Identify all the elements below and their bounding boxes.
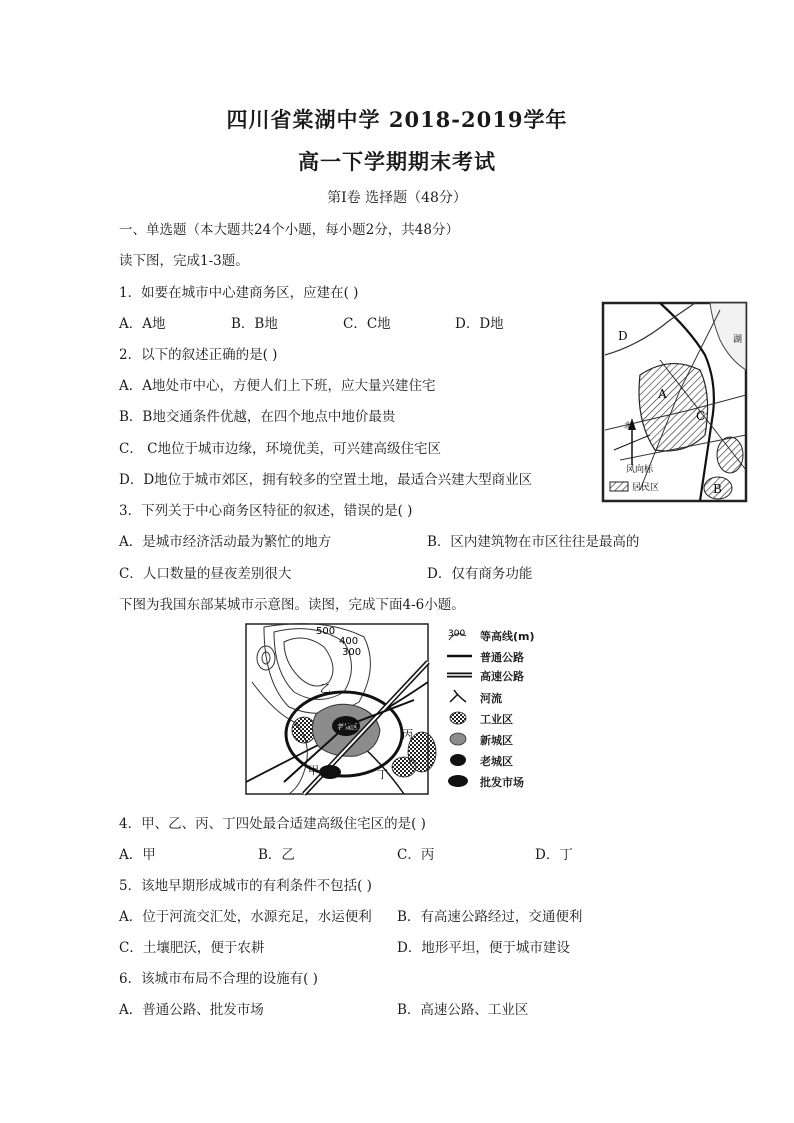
page-title: 四川省棠湖中学 2018-2019学年	[226, 107, 568, 132]
legend-label: 新城区	[480, 734, 513, 747]
option: B．B地交通条件优越，在四个地点中地价最贵	[119, 409, 396, 425]
option: C．C地	[343, 316, 391, 332]
north-label: 北	[624, 421, 632, 430]
question-stem: 6．该城市布局不合理的设施有( )	[119, 971, 318, 987]
option: B．区内建筑物在市区往往是最高的	[427, 534, 640, 550]
option: A．普通公路、批发市场	[119, 1002, 264, 1018]
option: A．是城市经济活动最为繁忙的地方	[119, 534, 332, 550]
legend-label: 普通公路	[480, 651, 524, 664]
place-bing: 丙	[402, 728, 413, 741]
place-jia: 甲	[308, 764, 319, 777]
legend-label: 高速公路	[480, 670, 524, 683]
option: D．D地位于城市郊区，拥有较多的空置土地，最适合兴建大型商业区	[119, 472, 533, 488]
legend-label: 河流	[480, 692, 502, 705]
label-lake: 湖	[733, 335, 743, 345]
label-a: A	[658, 387, 667, 401]
wholesale-market	[319, 765, 341, 779]
intro-text: 下图为我国东部某城市示意图。读图，完成下面4-6小题。	[119, 597, 465, 613]
option: C．人口数量的昼夜差别很大	[119, 566, 292, 582]
option: C．土壤肥沃，便于农耕	[119, 940, 265, 956]
option: A．A地	[119, 316, 166, 332]
section-heading: 第Ⅰ卷 选择题（48分）	[327, 190, 467, 206]
place-ding: 丁	[377, 768, 388, 781]
contour-label: 400	[339, 636, 359, 647]
option: A．A地处市中心，方便人们上下班，应大量兴建住宅	[119, 378, 436, 394]
contour-icon	[448, 629, 466, 640]
contour-label: 300	[342, 647, 362, 658]
option: D．D地	[455, 316, 504, 332]
contour-label: 500	[316, 626, 336, 637]
new-city-icon	[450, 733, 466, 745]
legend-label: 批发市场	[480, 776, 524, 789]
legend-label: 老城区	[480, 755, 513, 768]
question-stem: 1．如要在城市中心建商务区，应建在( )	[119, 285, 359, 301]
residential-area	[717, 437, 743, 473]
legend-label: 工业区	[480, 713, 513, 726]
contour-legend-value: 300	[448, 629, 466, 639]
question-stem: 3．下列关于中心商务区特征的叙述，错误的是( )	[119, 503, 413, 519]
option: C．丙	[397, 847, 435, 863]
part-heading: 一、单选题（本大题共24个小题，每小题2分，共48分）	[119, 222, 459, 238]
industrial-zone-icon	[450, 712, 466, 724]
option: D．地形平坦，便于城市建设	[397, 940, 570, 956]
old-city-label: 老城区	[337, 723, 358, 731]
option: D．丁	[535, 847, 573, 863]
wholesale-market-icon	[448, 775, 468, 787]
map-legend	[447, 629, 472, 787]
option: D．仅有商务功能	[427, 566, 533, 582]
intro-text: 读下图，完成1-3题。	[119, 253, 249, 269]
option: B．高速公路、工业区	[397, 1002, 529, 1018]
city-zoning-map	[600, 300, 750, 505]
residential-legend-icon	[610, 482, 628, 491]
legend-label: 居民区	[632, 483, 660, 493]
option: A．甲	[119, 847, 156, 863]
question-stem: 5．该地早期形成城市的有利条件不包括( )	[119, 878, 372, 894]
wind-label: 风向标	[626, 465, 654, 475]
legend-label: 等高线(m)	[480, 630, 535, 643]
option: B．乙	[258, 847, 295, 863]
label-c: C	[696, 409, 706, 423]
page-subtitle: 高一下学期期末考试	[298, 149, 496, 174]
option: A．位于河流交汇处，水源充足，水运便利	[119, 909, 372, 925]
option: C． C地位于城市边缘，环境优美，可兴建高级住宅区	[119, 441, 441, 457]
residential-area	[639, 364, 708, 451]
option: B．B地	[231, 316, 278, 332]
place-yi: 乙	[320, 682, 331, 695]
question-stem: 4．甲、乙、丙、丁四处最合适建高级住宅区的是( )	[119, 816, 426, 832]
question-stem: 2．以下的叙述正确的是( )	[119, 347, 278, 363]
label-d: D	[618, 329, 628, 343]
option: B．有高速公路经过，交通便利	[397, 909, 583, 925]
label-b: B	[713, 482, 722, 496]
industrial-zone	[392, 757, 416, 777]
river-icon	[450, 690, 466, 702]
old-city-icon	[450, 754, 466, 766]
